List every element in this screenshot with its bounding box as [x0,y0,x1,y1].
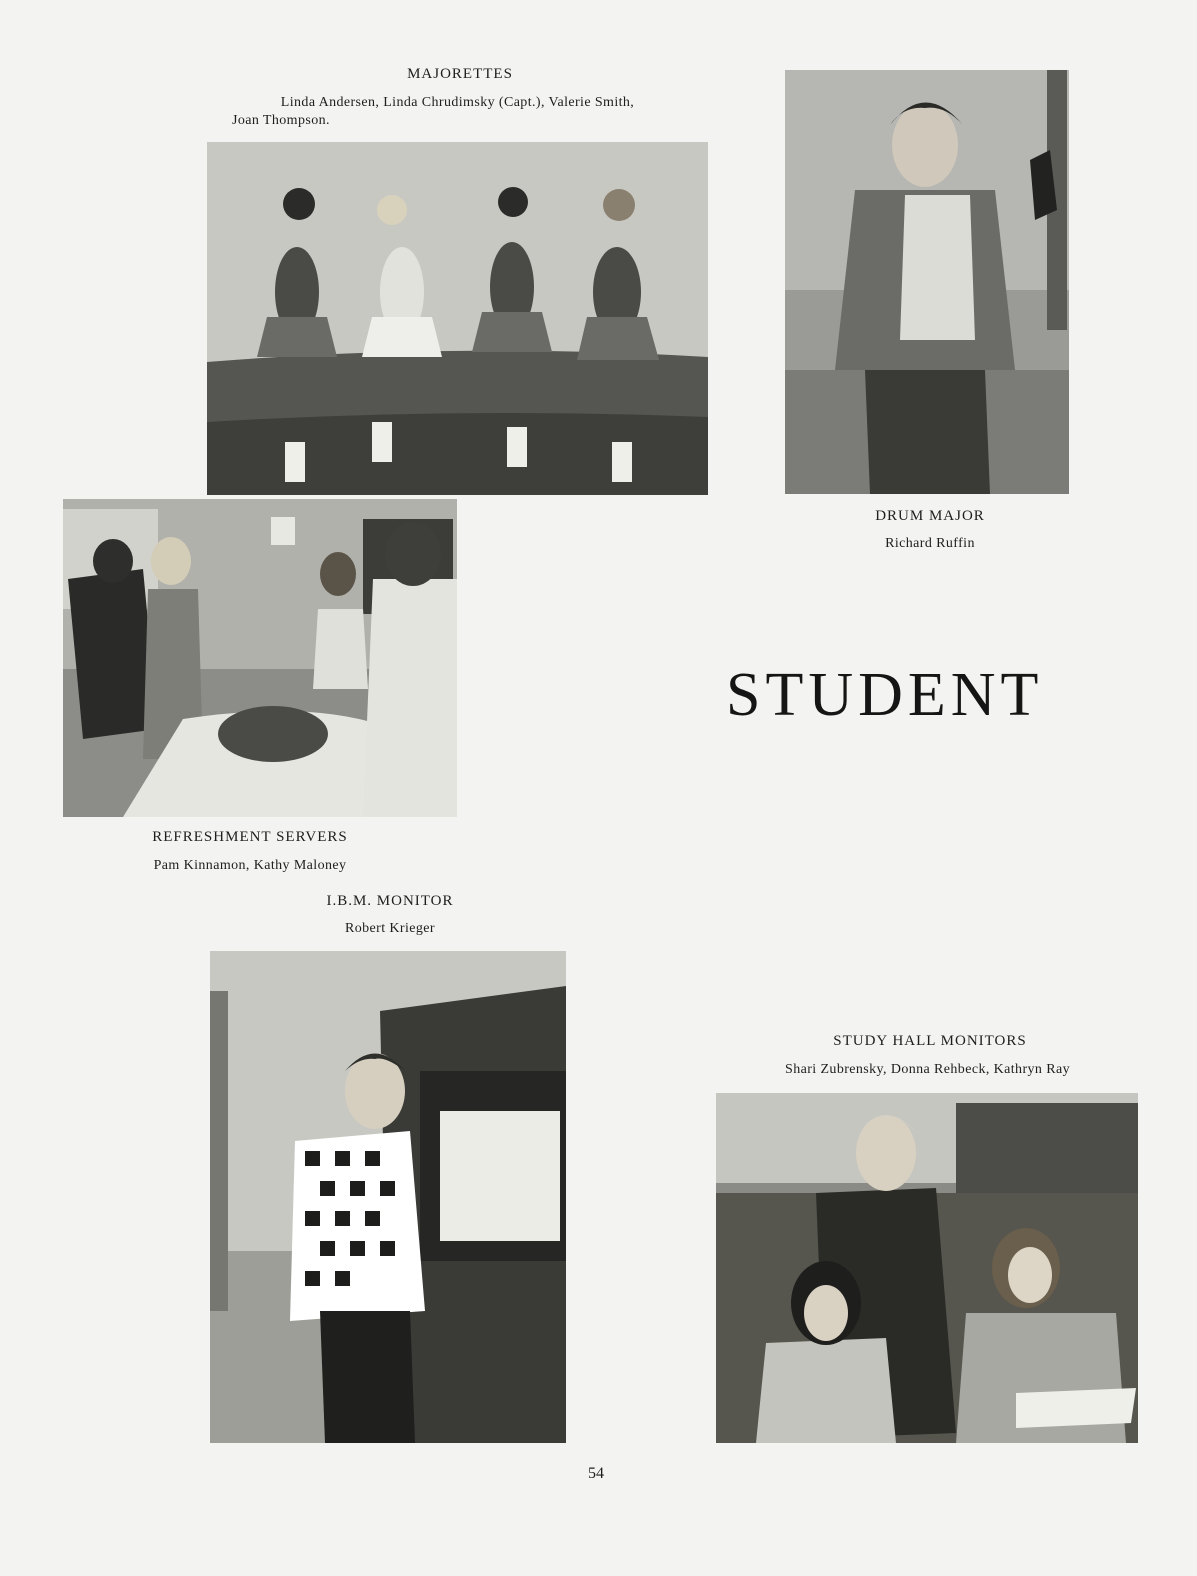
drum-major-title: DRUM MAJOR [875,508,985,524]
study-hall-monitors-names: Shari Zubrensky, Donna Rehbeck, Kathryn Ray [785,1062,1070,1077]
majorettes-names-line2: Joan Thompson. [232,113,330,128]
ibm-monitor-photo [210,951,566,1443]
refreshment-servers-title: REFRESHMENT SERVERS [152,829,348,845]
ibm-monitor-title: I.B.M. MONITOR [326,893,454,909]
refreshment-servers-photo [63,499,457,817]
majorettes-names-line1: Linda Andersen, Linda Chrudimsky (Capt.), Valerie Smith, [280,95,635,110]
refreshment-servers-names: Pam Kinnamon, Kathy Maloney [153,858,347,873]
section-headline: STUDENT [726,661,1044,729]
ibm-monitor-name: Robert Krieger [345,921,435,936]
page-number: 54 [588,1465,604,1482]
majorettes-photo [207,142,708,495]
drum-major-photo [785,70,1069,494]
majorettes-title: MAJORETTES [407,66,513,82]
study-hall-monitors-photo [716,1093,1138,1443]
study-hall-monitors-title: STUDY HALL MONITORS [833,1033,1027,1049]
drum-major-name: Richard Ruffin [885,536,975,551]
